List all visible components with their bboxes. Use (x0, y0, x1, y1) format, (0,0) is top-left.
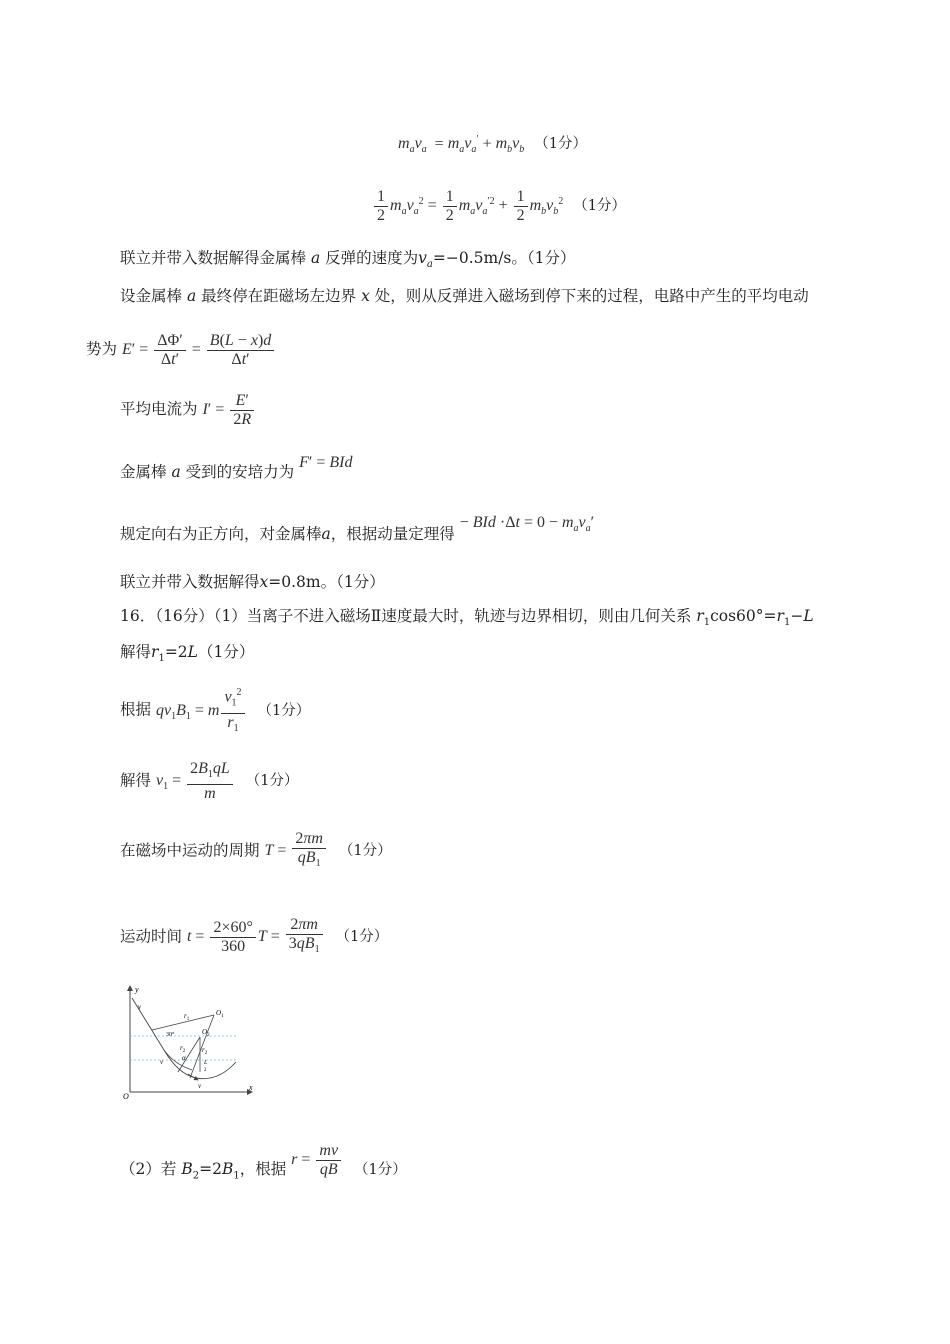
origin-label: O (123, 1092, 129, 1101)
problem-16: 16．（16分）（1）当离子不进入磁场Ⅱ速度最大时，轨迹与边界相切，则由几何关系 $r_1\cos 60^\circ=r_1-L$ (120, 607, 814, 629)
text-rebound-speed: 联立并带入数据解得金属棒 a 反弹的速度为$v_a=-0.5m/s$。（1分） (120, 249, 576, 271)
eq-lorentz: 根据 $qv_1B_1 = m$ $\frac{v_1^2}{r_1}$ （1分） (120, 684, 310, 738)
eq-average-emf: 势为 E′ = $\frac{\Delta\Phi'}{\Delta t'}$ = $\frac{B(L - x)d}{\Delta t'}$ (86, 332, 276, 369)
radius-r1: $r_1$ (184, 1012, 190, 1022)
radius-r2: $r_2$ (202, 1046, 208, 1056)
angle-30: 30° (166, 1032, 175, 1038)
center-O2: $O_2$ (202, 1028, 210, 1038)
svg-text:v: v (160, 1058, 164, 1066)
text-r1: 解得$r_1=2L(1$分） (120, 643, 255, 665)
eq-time: 运动时间 t = $\frac{2\times 60^\circ}{360}$ T = $\frac{2\pi m}{3qB_1}$ （1分） (120, 916, 389, 956)
eq-impulse: 规定向右为正方向，对金属棒a，根据动量定理得 − BId $\cdot\Delta t = 0 - m_av_a'$ (120, 514, 595, 543)
eq-energy: $\frac{1}{2}$ $m_av_a^2$ = $\frac{1}{2}$ $m_av_a^{'2}$ + $\frac{1}{2}$ $m_bv_b^2$ （1分） (372, 188, 626, 225)
svg-text:r2: $r_2$ (180, 1044, 186, 1054)
eq-radius-b2: （2）若 $B_2=2B_1$，根据 r = $\frac{mv}{qB}$ （1分） (120, 1142, 407, 1182)
eq-period: 在磁场中运动的周期 T = $\frac{2\pi m}{qB_1}$ （1分） (120, 830, 392, 870)
eq-v1: 解得 $v_1$ = $\frac{2B_1qL}{m}$ （1分） (120, 760, 299, 803)
label-L: L (204, 1060, 208, 1066)
text-result-x: 联立并带入数据解得x=0.8m。（1分） (120, 573, 385, 591)
text-stop-distance: 设金属棒 a 最终停在距磁场左边界 x 处，则从反弹进入磁场到停下来的过程，电路中产生的平均电动 (120, 287, 809, 305)
center-O1: $O_1$ (216, 1009, 224, 1019)
svg-text:v: v (198, 1082, 202, 1090)
eq-momentum: $m_av_a = m_av_a' + m_bv_b$ （1分） (398, 134, 587, 156)
label-half: 2 (204, 1068, 207, 1073)
eq-ampere-force: 金属棒 a 受到的安培力为 F′ = BId (120, 454, 353, 481)
trajectory-figure (118, 982, 263, 1104)
axis-x-label: x (249, 1083, 253, 1092)
angle-alpha: α (182, 1054, 186, 1062)
axis-y-label: y (135, 985, 139, 994)
eq-average-current: 平均电流为 I′ = $\frac{E'}{2R}$ (120, 392, 256, 429)
velocity-label: v (138, 1003, 142, 1011)
